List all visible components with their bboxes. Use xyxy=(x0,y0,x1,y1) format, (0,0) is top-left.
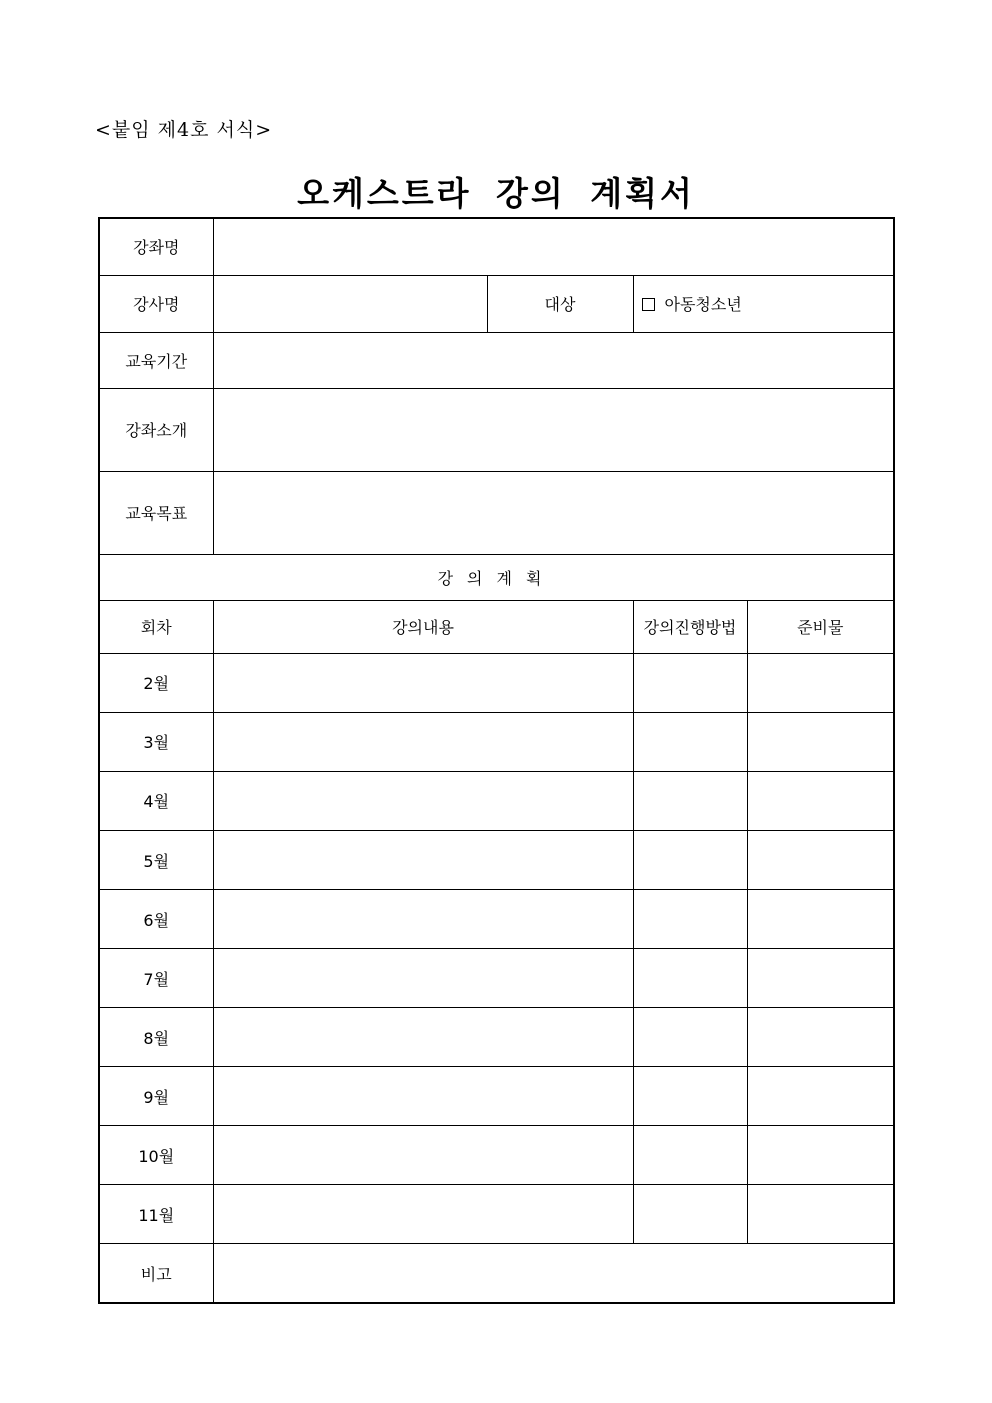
row-course-name xyxy=(99,218,894,275)
method-cell[interactable] xyxy=(633,1185,747,1244)
content-cell[interactable] xyxy=(213,653,633,712)
plan-row xyxy=(99,771,894,830)
field-course-name[interactable] xyxy=(213,218,894,275)
field-goal[interactable] xyxy=(213,471,894,554)
plan-row xyxy=(99,1008,894,1067)
content-cell[interactable] xyxy=(213,1126,633,1185)
method-cell[interactable] xyxy=(633,712,747,771)
materials-cell[interactable] xyxy=(747,1067,894,1126)
session-cell: 10월 xyxy=(99,1126,213,1185)
target-option-label: 아동청소년 xyxy=(664,295,742,315)
session-cell: 5월 xyxy=(99,830,213,889)
row-instructor xyxy=(99,275,894,332)
plan-section-label: 강의계획 xyxy=(437,568,556,588)
header-session: 회차 xyxy=(99,600,213,653)
header-content: 강의내용 xyxy=(213,600,633,653)
materials-cell[interactable] xyxy=(747,830,894,889)
content-cell[interactable] xyxy=(213,712,633,771)
plan-row xyxy=(99,1126,894,1185)
field-remarks[interactable] xyxy=(213,1244,894,1303)
method-cell[interactable] xyxy=(633,949,747,1008)
plan-row xyxy=(99,949,894,1008)
session-cell: 3월 xyxy=(99,712,213,771)
method-cell[interactable] xyxy=(633,830,747,889)
session-cell: 8월 xyxy=(99,1008,213,1067)
method-cell[interactable] xyxy=(633,890,747,949)
row-plan-section xyxy=(99,554,894,600)
label-remarks: 비고 xyxy=(99,1244,213,1303)
field-period[interactable] xyxy=(213,332,894,388)
checkbox-child-youth[interactable] xyxy=(642,298,655,311)
label-course-name: 강좌명 xyxy=(99,218,213,275)
plan-row xyxy=(99,830,894,889)
content-cell[interactable] xyxy=(213,1008,633,1067)
row-goal xyxy=(99,471,894,554)
method-cell[interactable] xyxy=(633,1008,747,1067)
method-cell[interactable] xyxy=(633,771,747,830)
content-cell[interactable] xyxy=(213,830,633,889)
plan-section-heading xyxy=(99,554,894,600)
plan-row xyxy=(99,1067,894,1126)
content-cell[interactable] xyxy=(213,771,633,830)
header-materials: 준비물 xyxy=(747,600,894,653)
plan-row xyxy=(99,890,894,949)
plan-row xyxy=(99,653,894,712)
session-cell: 4월 xyxy=(99,771,213,830)
label-goal: 교육목표 xyxy=(99,471,213,554)
materials-cell[interactable] xyxy=(747,771,894,830)
materials-cell[interactable] xyxy=(747,712,894,771)
materials-cell[interactable] xyxy=(747,1185,894,1244)
field-target xyxy=(633,275,894,332)
content-cell[interactable] xyxy=(213,1185,633,1244)
session-cell: 2월 xyxy=(99,653,213,712)
label-target: 대상 xyxy=(487,275,633,332)
page-title: 오케스트라 강의 계획서 xyxy=(297,174,695,213)
materials-cell[interactable] xyxy=(747,1126,894,1185)
method-cell[interactable] xyxy=(633,653,747,712)
label-intro: 강좌소개 xyxy=(99,388,213,471)
session-cell: 11월 xyxy=(99,1185,213,1244)
session-cell: 6월 xyxy=(99,890,213,949)
method-cell[interactable] xyxy=(633,1126,747,1185)
plan-row xyxy=(99,1185,894,1244)
row-plan-headers xyxy=(99,600,894,653)
row-remarks xyxy=(99,1244,894,1303)
label-instructor: 강사명 xyxy=(99,275,213,332)
content-cell[interactable] xyxy=(213,890,633,949)
header-method: 강의진행방법 xyxy=(633,600,747,653)
session-cell: 9월 xyxy=(99,1067,213,1126)
content-cell[interactable] xyxy=(213,1067,633,1126)
method-cell[interactable] xyxy=(633,1067,747,1126)
materials-cell[interactable] xyxy=(747,890,894,949)
materials-cell[interactable] xyxy=(747,653,894,712)
lecture-plan-form xyxy=(98,217,895,1304)
materials-cell[interactable] xyxy=(747,949,894,1008)
row-period xyxy=(99,332,894,388)
label-period: 교육기간 xyxy=(99,332,213,388)
session-cell: 7월 xyxy=(99,949,213,1008)
row-intro xyxy=(99,388,894,471)
field-intro[interactable] xyxy=(213,388,894,471)
plan-row xyxy=(99,712,894,771)
attachment-label: <붙임 제4호 서식> xyxy=(95,119,273,141)
content-cell[interactable] xyxy=(213,949,633,1008)
materials-cell[interactable] xyxy=(747,1008,894,1067)
field-instructor[interactable] xyxy=(213,275,487,332)
